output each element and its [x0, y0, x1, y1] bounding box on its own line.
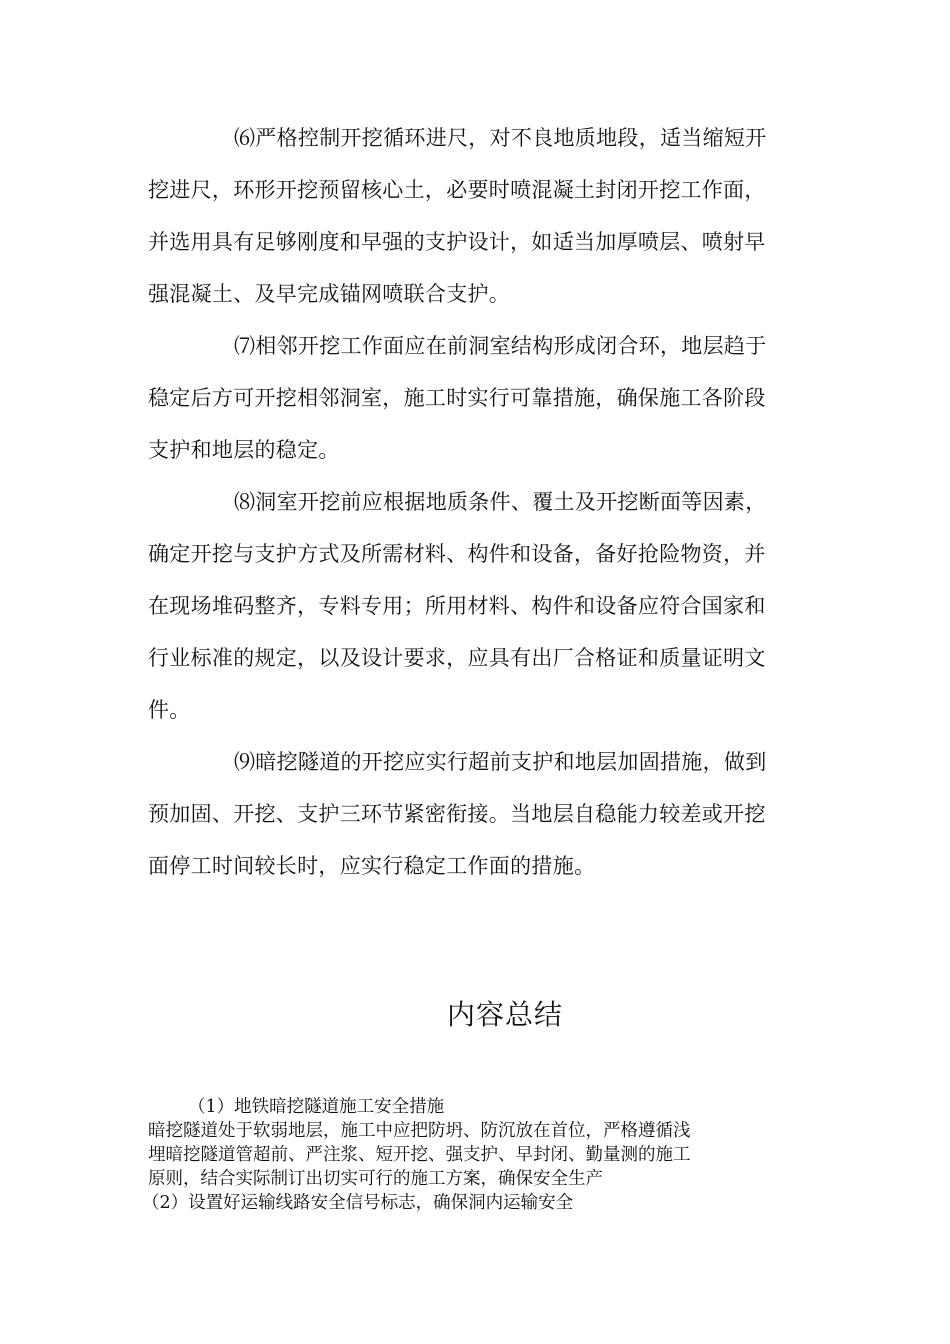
- paragraph-7-line-3: 支护和地层的稳定。: [148, 438, 340, 462]
- summary-line-5: （2）设置好运输线路安全信号标志，确保洞内运输安全: [142, 1193, 574, 1213]
- paragraph-8-line-5: 件。: [148, 698, 191, 722]
- paragraph-8-line-1: ⑻洞室开挖前应根据地质条件、覆土及开挖断面等因素，: [234, 490, 767, 514]
- paragraph-9-line-3: 面停工时间较长时，应实行稳定工作面的措施。: [148, 854, 596, 878]
- summary-line-1: （1）地铁暗挖隧道施工安全措施: [188, 1097, 445, 1117]
- summary-line-2: 暗挖隧道处于软弱地层，施工中应把防坍、防沉放在首位，严格遵循浅: [148, 1121, 691, 1141]
- paragraph-6-line-4: 强混凝土、及早完成锚网喷联合支护。: [148, 282, 511, 306]
- summary-line-3: 埋暗挖隧道管超前、严注浆、短开挖、强支护、早封闭、勤量测的施工: [148, 1145, 691, 1165]
- paragraph-7-line-2: 稳定后方可开挖相邻洞室，施工时实行可靠措施，确保施工各阶段: [148, 386, 766, 410]
- paragraph-8-line-2: 确定开挖与支护方式及所需材料、构件和设备，备好抢险物资，并: [148, 542, 766, 566]
- summary-heading: 内容总结: [446, 998, 563, 1031]
- paragraph-9-line-2: 预加固、开挖、支护三环节紧密衔接。当地层自稳能力较差或开挖: [148, 802, 766, 826]
- summary-section: [142, 1095, 808, 1215]
- paragraph-8-line-3: 在现场堆码整齐，专料专用；所用材料、构件和设备应符合国家和: [148, 594, 766, 618]
- summary-line-4: 原则，结合实际制订出切实可行的施工方案，确保安全生产: [148, 1169, 603, 1189]
- main-body-text: [148, 112, 798, 892]
- paragraph-6-line-1: ⑹严格控制开挖循环进尺，对不良地质地段，适当缩短开: [234, 126, 767, 150]
- paragraph-7-line-1: ⑺相邻开挖工作面应在前洞室结构形成闭合环，地层趋于: [234, 334, 767, 358]
- paragraph-8-line-4: 行业标准的规定，以及设计要求，应具有出厂合格证和质量证明文: [148, 646, 766, 670]
- paragraph-6-line-2: 挖进尺，环形开挖预留核心土，必要时喷混凝土封闭开挖工作面，: [148, 178, 766, 202]
- paragraph-9-line-1: ⑼暗挖隧道的开挖应实行超前支护和地层加固措施，做到: [234, 750, 767, 774]
- paragraph-6-line-3: 并选用具有足够刚度和早强的支护设计，如适当加厚喷层、喷射早: [148, 230, 766, 254]
